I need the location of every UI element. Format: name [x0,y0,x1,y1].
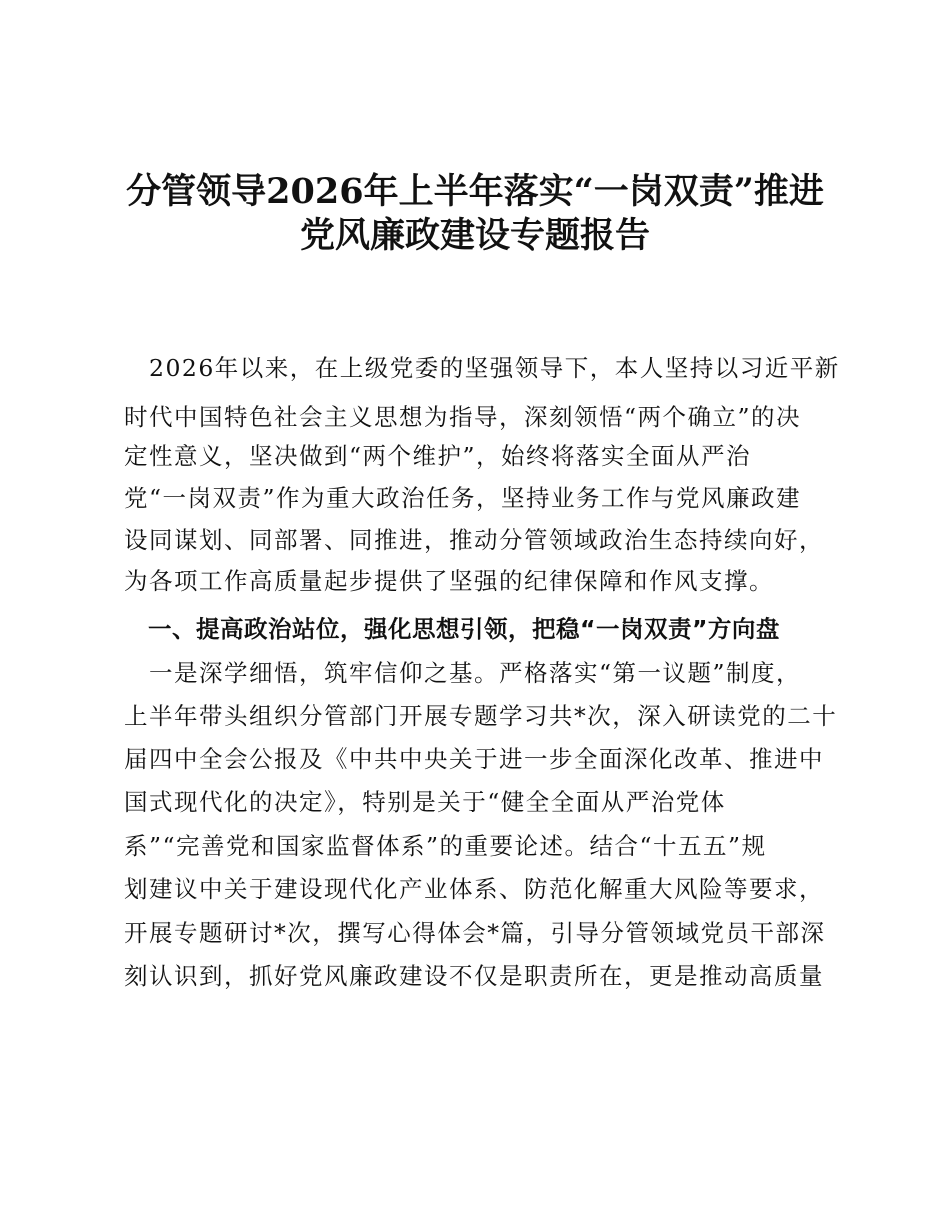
body-line: 为各项工作高质量起步提供了坚强的纪律保障和作风支撑。 [124,567,774,595]
body-line: 时代中国特色社会主义思想为指导，深刻领悟“两个确立”的决 [124,403,802,431]
body-line: 定性意义，坚决做到“两个维护”，始终将落实全面从严治 [124,442,752,470]
body-line: 上半年带头组织分管部门开展专题学习共*次，深入研读党的二十 [124,702,838,730]
body-line: 届四中全会公报及《中共中央关于进一步全面深化改革、推进中 [124,745,824,773]
body-line: 开展专题研讨*次，撰写心得体会*篇，引导分管领域党员干部深 [124,919,826,947]
section-heading: 一、提高政治站位，强化思想引领，把稳“一岗双责”方向盘 [124,615,780,643]
body-line: 2026年以来，在上级党委的坚强领导下，本人坚持以习近平新 [124,354,840,382]
body-line: 一是深学细悟，筑牢信仰之基。严格落实“第一议题”制度， [124,659,802,687]
body-line: 刻认识到，抓好党风廉政建设不仅是职责所在，更是推动高质量 [124,962,824,990]
title-line-1: 分管领导2026年上半年落实“一岗双责”推进 [126,171,824,212]
title-line-2: 党风廉政建设专题报告 [299,215,650,256]
body-line: 系”“完善党和国家监督体系”的重要论述。结合“十五五”规 [124,832,767,860]
document-title [90,170,860,258]
body-line: 设同谋划、同部署、同推进，推动分管领域政治生态持续向好， [124,526,824,554]
body-line: 划建议中关于建设现代化产业体系、防范化解重大风险等要求， [124,875,824,903]
body-line: 国式现代化的决定》，特别是关于“健全全面从严治党体 [124,788,726,816]
body-line: 党“一岗双责”作为重大政治任务，坚持业务工作与党风廉政建 [124,484,802,512]
